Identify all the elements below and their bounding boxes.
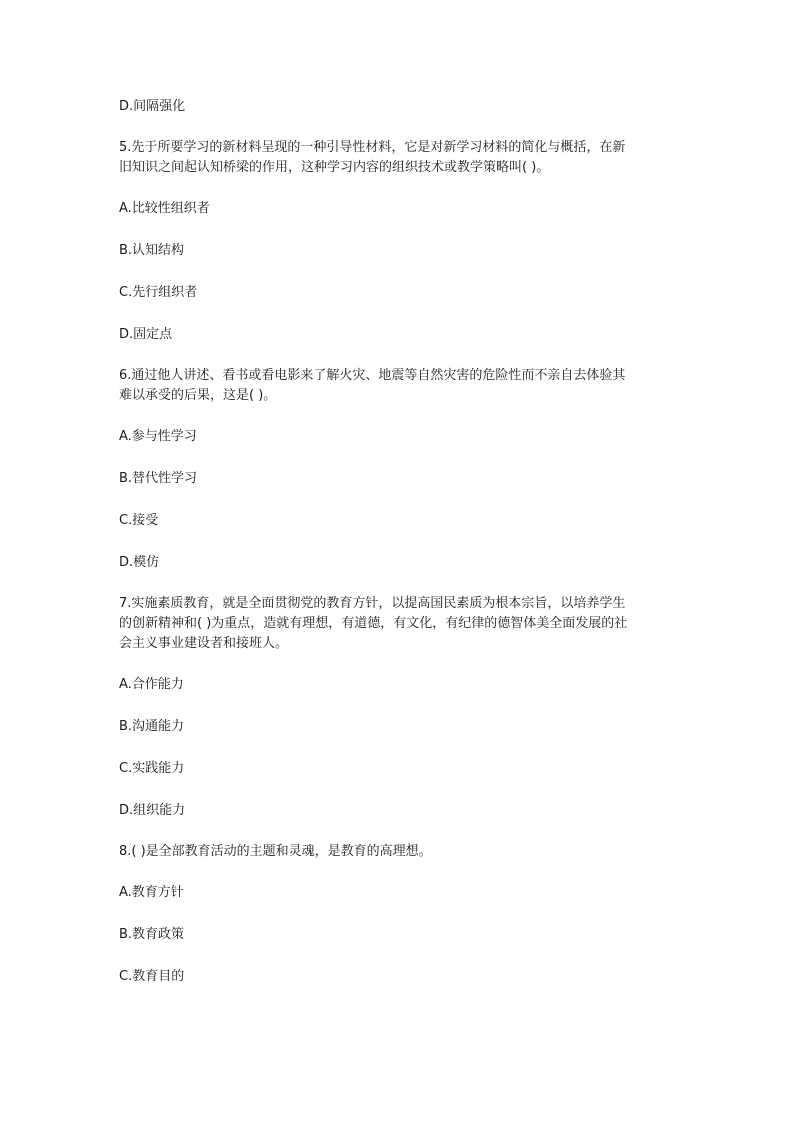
question-6 (119, 366, 665, 406)
option-d-previous: D.间隔强化 (119, 99, 186, 114)
question-5-option-a: A.比较性组织者 (119, 201, 210, 216)
document-page (119, 96, 665, 988)
question-8 (119, 842, 665, 862)
question-5-option-d: D.固定点 (119, 327, 173, 342)
question-7-option-a: A.合作能力 (119, 677, 184, 692)
question-7-text-line-3: 会主义事业建设者和接班人。 (119, 636, 289, 651)
question-5-option-b: B.认知结构 (119, 243, 185, 258)
question-7-option-b: B.沟通能力 (119, 719, 185, 734)
question-7-option-c: C.实践能力 (119, 761, 185, 776)
question-7-option-d: D.组织能力 (119, 803, 186, 818)
question-7-text-line-1: 7.实施素质教育，就是全面贯彻党的教育方针，以提高国民素质为根本宗旨，以培养学生 (119, 596, 626, 611)
question-6-option-a: A.参与性学习 (119, 429, 197, 444)
question-6-option-d: D.模仿 (119, 555, 160, 570)
question-8-option-c: C.教育目的 (119, 969, 185, 984)
question-5 (119, 138, 665, 178)
question-5-text-line-2: 旧知识之间起认知桥梁的作用，这种学习内容的组织技术或教学策略叫( )。 (119, 160, 550, 175)
question-8-text-line-1: 8.( )是全部教育活动的主题和灵魂，是教育的高理想。 (119, 844, 432, 859)
question-7-text-line-2: 的创新精神和( )为重点，造就有理想，有道德，有文化，有纪律的德智体美全面发展的社 (119, 616, 628, 631)
question-6-option-b: B.替代性学习 (119, 471, 198, 486)
question-8-option-b: B.教育政策 (119, 927, 185, 942)
question-7 (119, 594, 665, 654)
question-6-text-line-2: 难以承受的后果，这是( )。 (119, 388, 277, 403)
question-6-text-line-1: 6.通过他人讲述、看书或看电影来了解火灾、地震等自然灾害的危险性而不亲自去体验其 (119, 368, 626, 383)
question-5-text-line-1: 5.先于所要学习的新材料呈现的一种引导性材料，它是对新学习材料的简化与概括，在新 (119, 140, 626, 155)
question-6-option-c: C.接受 (119, 513, 159, 528)
question-8-option-a: A.教育方针 (119, 885, 184, 900)
question-5-option-c: C.先行组织者 (119, 285, 198, 300)
